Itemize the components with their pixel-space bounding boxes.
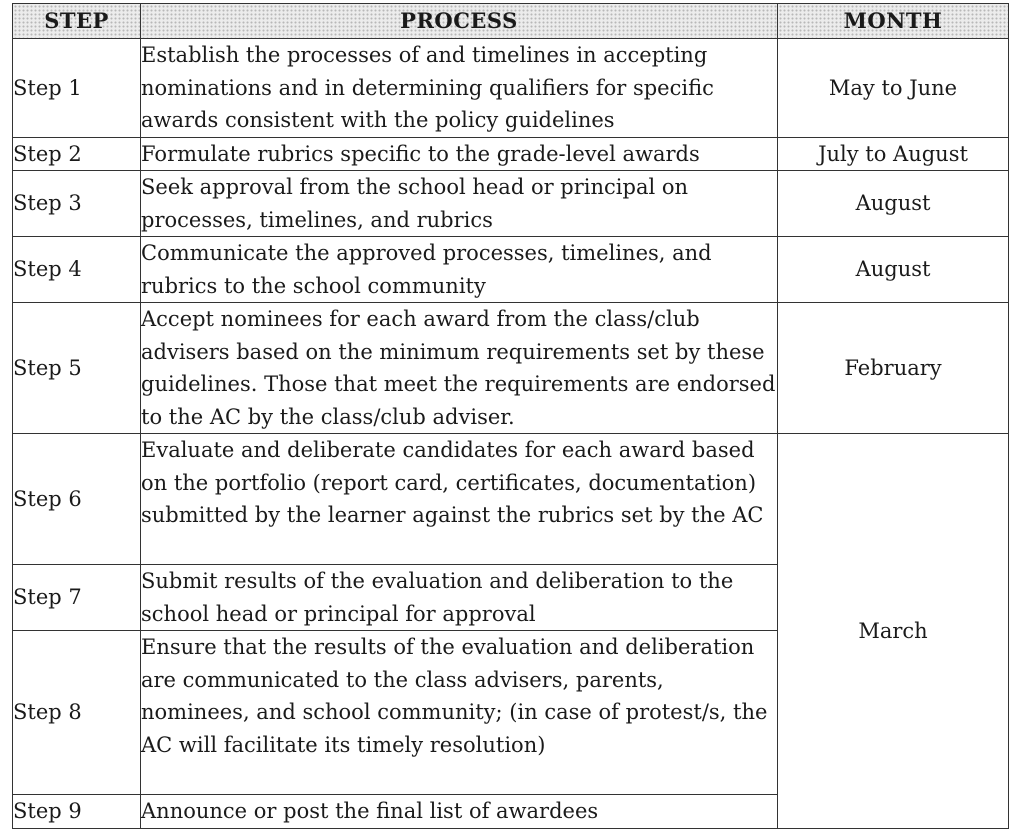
step-label: Step 8	[13, 631, 141, 795]
step-label: Step 1	[13, 39, 141, 138]
step-label: Step 9	[13, 795, 141, 829]
month-column-header: MONTH	[778, 4, 1009, 39]
month-value: February	[778, 303, 1009, 434]
step-column-header: STEP	[13, 4, 141, 39]
step-label: Step 5	[13, 303, 141, 434]
process-description: Seek approval from the school head or principal on processes, timelines, and rubrics	[141, 171, 778, 237]
step-label: Step 4	[13, 237, 141, 303]
table-row	[13, 434, 1009, 565]
table-row	[13, 237, 1009, 303]
step-label: Step 7	[13, 565, 141, 631]
table-row	[13, 303, 1009, 434]
table-row	[13, 39, 1009, 138]
process-column-header: PROCESS	[141, 4, 778, 39]
process-description: Formulate rubrics specific to the grade-level awards	[141, 137, 778, 171]
process-description: Ensure that the results of the evaluation and deliberation are communicated to the class advisers, parents, nominees, and school community; (in case of protest/s, the AC will facilitate its timely resolution)	[141, 631, 778, 795]
process-description: Establish the processes of and timelines in accepting nominations and in determining qualifiers for specific awards consistent with the policy guidelines	[141, 39, 778, 138]
process-description: Communicate the approved processes, timelines, and rubrics to the school community	[141, 237, 778, 303]
step-label: Step 3	[13, 171, 141, 237]
process-description: Accept nominees for each award from the class/club advisers based on the minimum requirements set by these guidelines. Those that meet the requirements are endorsed to the AC by the class/club adviser.	[141, 303, 778, 434]
month-value: August	[778, 237, 1009, 303]
awards-process-page	[12, 3, 1008, 829]
process-description: Announce or post the final list of awardees	[141, 795, 778, 829]
awards-process-table	[12, 3, 1009, 829]
step-label: Step 6	[13, 434, 141, 565]
month-value: May to June	[778, 39, 1009, 138]
month-value: August	[778, 171, 1009, 237]
process-description: Submit results of the evaluation and deliberation to the school head or principal for approval	[141, 565, 778, 631]
table-row	[13, 171, 1009, 237]
process-description: Evaluate and deliberate candidates for each award based on the portfolio (report card, certificates, documentation) submitted by the learner against the rubrics set by the AC	[141, 434, 778, 565]
month-value: July to August	[778, 137, 1009, 171]
table-header-row	[13, 4, 1009, 39]
month-value-merged: March	[778, 434, 1009, 829]
table-row	[13, 137, 1009, 171]
step-label: Step 2	[13, 137, 141, 171]
